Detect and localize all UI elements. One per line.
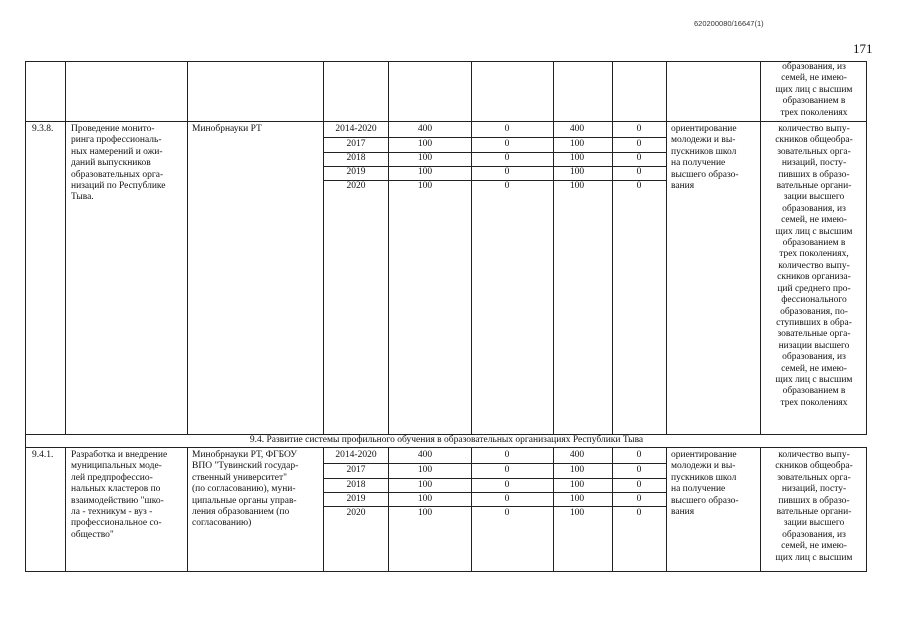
total-amount: 400 [417, 450, 433, 460]
row-divider [26, 121, 866, 122]
federal-amount: 0 [504, 494, 510, 504]
republic-amount: 100 [569, 465, 585, 475]
total-amount: 100 [417, 494, 433, 504]
expected-result: ориентирование молодежи и вы- пускников школ на получение высшего образо- вания [671, 450, 739, 518]
total-amount: 100 [417, 167, 433, 177]
other-amount: 0 [636, 480, 642, 490]
other-amount: 0 [636, 153, 642, 163]
measure-name: Проведение монито- ринга профессиональ- ных намерений и ожи- даний выпускников образовательных орга- низаций по Республике Тыва. [71, 124, 166, 203]
other-amount: 0 [636, 465, 642, 475]
other-amount: 0 [636, 167, 642, 177]
year: 2018 [346, 153, 366, 163]
year: 2019 [346, 494, 366, 504]
total-amount: 100 [417, 181, 433, 191]
indicator: количество выпу- скников общеобра- зовательных орга- низаций, посту- пивших в образо- вательные органи- зации высшего образования, из семей, не имею- щих лиц с высшим образованием в трех поколениях, количество выпу- скников организа- ций среднего про- фессионального образования, по- ступивших в обра- зовательные орга- низации высшего образования, из семей, не имею- щих лиц с высшим образованием в трех поколениях [775, 124, 853, 408]
section-header: 9.4. Развитие системы профильного обучения в образовательных организациях Республики Тыва [249, 435, 644, 445]
other-amount: 0 [636, 124, 642, 134]
executor: Минобрнауки РТ [192, 124, 262, 134]
republic-amount: 100 [569, 167, 585, 177]
total-amount: 100 [417, 480, 433, 490]
total-amount: 100 [417, 508, 433, 518]
other-amount: 0 [636, 139, 642, 149]
federal-amount: 0 [504, 153, 510, 163]
row-number: 9.3.8. [32, 124, 54, 134]
year: 2017 [346, 465, 366, 475]
total-amount: 100 [417, 153, 433, 163]
measure-name: Разработка и внедрение муниципальных моде- лей предпрофессио- нальных кластеров по взаимодействию "шко- ла - техникум - вуз - профессиональное со- общество" [71, 450, 168, 540]
expected-result: ориентирование молодежи и вы- пускников школ на получение высшего образо- вания [671, 124, 739, 192]
federal-amount: 0 [504, 450, 510, 460]
year: 2014-2020 [335, 124, 377, 134]
federal-amount: 0 [504, 181, 510, 191]
republic-amount: 100 [569, 181, 585, 191]
year: 2019 [346, 167, 366, 177]
year: 2018 [346, 480, 366, 490]
total-amount: 100 [417, 139, 433, 149]
republic-amount: 100 [569, 153, 585, 163]
indicator-continuation: образования, из семей, не имею- щих лиц с высшим образованием в трех поколениях [775, 62, 853, 118]
document-id: 620200080/16647(1) [694, 19, 764, 28]
program-table [25, 61, 867, 572]
republic-amount: 100 [569, 494, 585, 504]
total-amount: 100 [417, 465, 433, 475]
other-amount: 0 [636, 181, 642, 191]
federal-amount: 0 [504, 124, 510, 134]
federal-amount: 0 [504, 465, 510, 475]
page-number: 171 [853, 41, 873, 56]
other-amount: 0 [636, 508, 642, 518]
executor: Минобрнауки РТ, ФГБОУ ВПО "Тувинский государ- ственный университет" (по согласованию), муни- ципальные органы управ- ления образованием (по согласованию) [192, 450, 299, 529]
republic-amount: 100 [569, 480, 585, 490]
other-amount: 0 [636, 494, 642, 504]
other-amount: 0 [636, 450, 642, 460]
year: 2014-2020 [335, 450, 377, 460]
republic-amount: 100 [569, 139, 585, 149]
federal-amount: 0 [504, 480, 510, 490]
year: 2020 [346, 181, 366, 191]
federal-amount: 0 [504, 139, 510, 149]
republic-amount: 400 [569, 450, 585, 460]
federal-amount: 0 [504, 167, 510, 177]
indicator: количество выпу- скников общеобра- зовательных орга- низаций, посту- пивших в образо- вательные органи- зации высшего образования, из семей, не имею- щих лиц с высшим [775, 450, 853, 563]
year: 2017 [346, 139, 366, 149]
republic-amount: 400 [569, 124, 585, 134]
republic-amount: 100 [569, 508, 585, 518]
year: 2020 [346, 508, 366, 518]
federal-amount: 0 [504, 508, 510, 518]
total-amount: 400 [417, 124, 433, 134]
row-number: 9.4.1. [32, 450, 54, 460]
